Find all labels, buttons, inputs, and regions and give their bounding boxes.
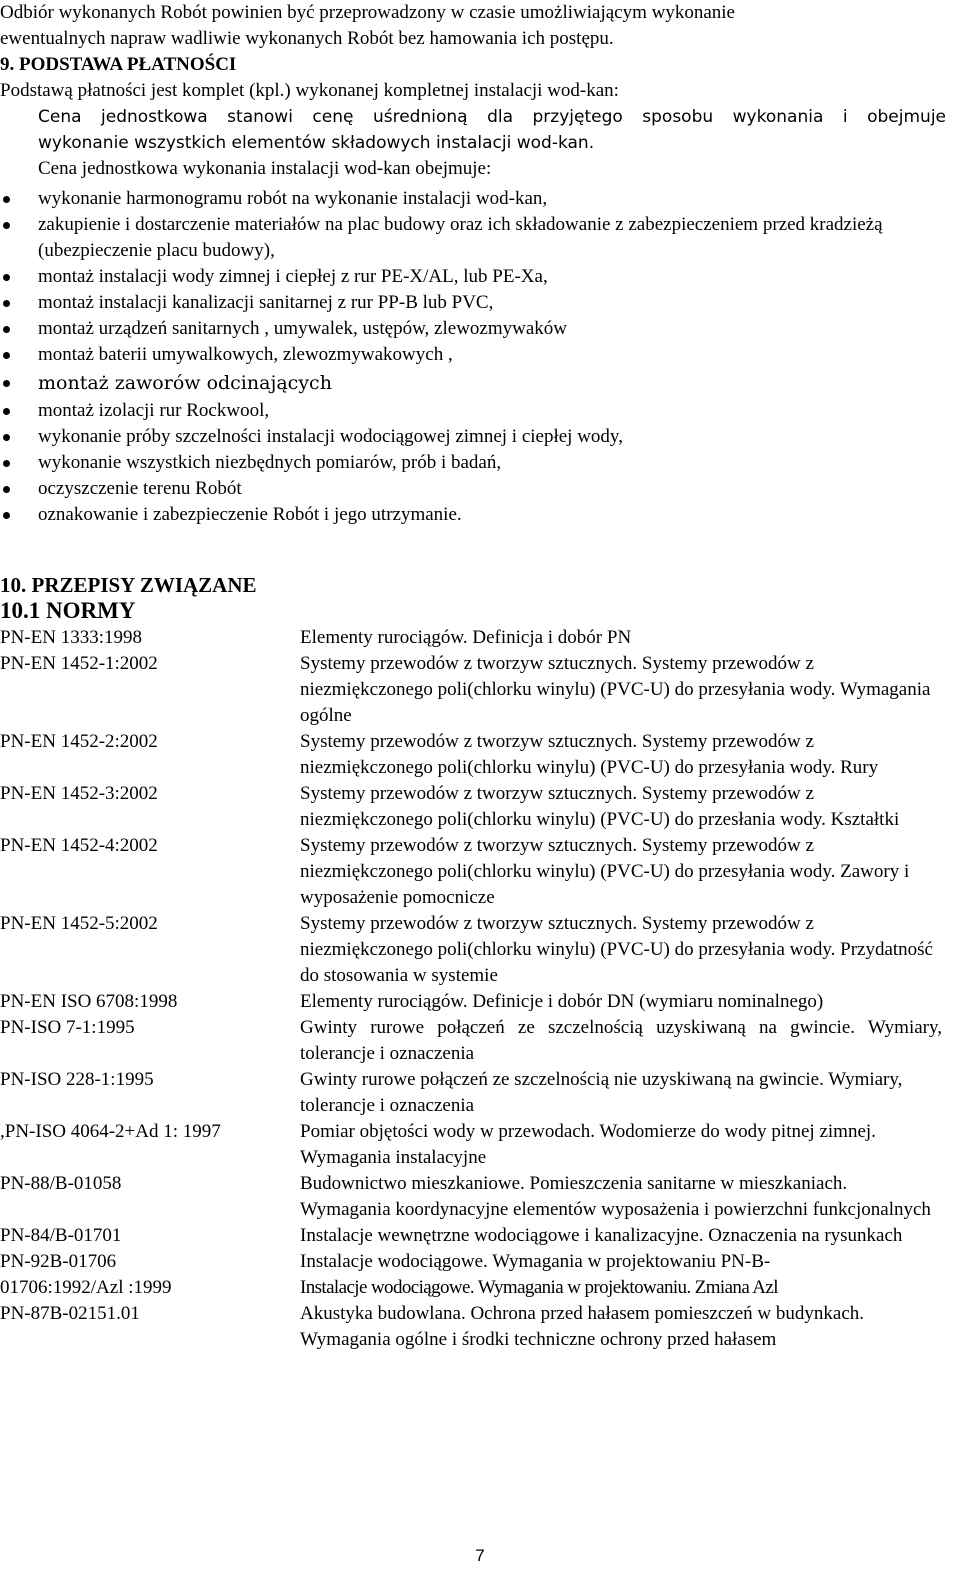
bullet-icon [3, 486, 10, 493]
norm-code: PN-ISO 7-1:1995 [0, 1017, 135, 1038]
bullet-icon [3, 460, 10, 467]
table-row [0, 833, 960, 911]
norm-description: Instalacje wewnętrzne wodociągowe i kanalizacyjne. Oznaczenia na rysunkach [300, 1225, 903, 1246]
norm-description: Instalacje wodociągowe. Wymagania w projektowaniu PN-B- [300, 1251, 771, 1272]
intro-line-2: ewentualnych napraw wadliwie wykonanych Robót bez hamowania ich postępu. [0, 28, 614, 49]
norm-description: Systemy przewodów z tworzyw sztucznych. Systemy przewodów z niezmiękczonego poli(chlorku winylu) (PVC-U) do przesyłania wody. Wymagania ogólne [300, 653, 931, 726]
list-item: oczyszczenie terenu Robót [0, 476, 960, 502]
norm-code: ,PN-ISO 4064-2+Ad 1: 1997 [0, 1121, 221, 1142]
table-row [0, 1223, 960, 1249]
norm-description: Akustyka budowlana. Ochrona przed hałasem pomieszczeń w budynkach. Wymagania ogólne i środki techniczne ochrony przed hałasem [300, 1303, 865, 1350]
bullet-icon [3, 512, 10, 519]
table-row [0, 1015, 960, 1067]
price-items-list [0, 186, 960, 528]
list-item: montaż urządzeń sanitarnych , umywalek, ustępów, zlewozmywaków [0, 316, 960, 342]
price-line-1: Cena jednostkowa stanowi cenę uśrednioną dla przyjętego sposobu wykonania i obejmuje [38, 107, 946, 127]
norm-code: PN-88/B-01058 [0, 1173, 122, 1194]
norm-description: Systemy przewodów z tworzyw sztucznych. Systemy przewodów z niezmiękczonego poli(chlorku winylu) (PVC-U) do przesyłania wody. Zawory i wyposażenie pomocnicze [300, 835, 910, 908]
table-row [0, 1249, 960, 1275]
table-row [0, 989, 960, 1015]
bullet-icon [3, 300, 10, 307]
norm-code: PN-EN ISO 6708:1998 [0, 991, 178, 1012]
norm-description: Gwinty rurowe połączeń ze szczelnością uzyskiwaną na gwincie. Wymiary, tolerancje i oznaczenia [300, 1017, 942, 1064]
norm-code: PN-87B-02151.01 [0, 1303, 140, 1324]
norm-description: Systemy przewodów z tworzyw sztucznych. Systemy przewodów z niezmiękczonego poli(chlorku winylu) (PVC-U) do przesyłania wody. Rury [300, 731, 879, 778]
list-item: oznakowanie i zabezpieczenie Robót i jego utrzymanie. [0, 502, 960, 528]
payment-basis: Podstawą płatności jest komplet (kpl.) wykonanej kompletnej instalacji wod-kan: [0, 80, 619, 101]
list-item: wykonanie wszystkich niezbędnych pomiarów, prób i badań, [0, 450, 960, 476]
norm-code: PN-ISO 228-1:1995 [0, 1069, 154, 1090]
bullet-icon [3, 380, 10, 387]
table-row [0, 1119, 960, 1171]
price-line-2: wykonanie wszystkich elementów składowych instalacji wod-kan. [38, 133, 595, 153]
bullet-icon [3, 274, 10, 281]
norm-code: 01706:1992/Azl :1999 [0, 1277, 172, 1298]
list-item: montaż instalacji kanalizacji sanitarnej z rur PP-B lub PVC, [0, 290, 960, 316]
norm-description: Systemy przewodów z tworzyw sztucznych. Systemy przewodów z niezmiękczonego poli(chlorku winylu) (PVC-U) do przesyłania wody. Przydatność do stosowania w systemie [300, 913, 933, 986]
table-row [0, 625, 960, 651]
norm-code: PN-84/B-01701 [0, 1225, 122, 1246]
norm-code: PN-92B-01706 [0, 1251, 117, 1272]
bullet-icon [3, 196, 10, 203]
bullet-icon [3, 222, 10, 229]
norm-description: Elementy rurociągów. Definicje i dobór DN (wymiaru nominalnego) [300, 991, 824, 1012]
norm-code: PN-EN 1333:1998 [0, 627, 142, 648]
table-row [0, 911, 960, 989]
list-item: wykonanie próby szczelności instalacji wodociągowej zimnej i ciepłej wody, [0, 424, 960, 450]
table-row [0, 1301, 960, 1353]
norm-description: Instalacje wodociągowe. Wymagania w projektowaniu. Zmiana Azl [300, 1277, 778, 1298]
norm-description: Gwinty rurowe połączeń ze szczelnością nie uzyskiwaną na gwincie. Wymiary, tolerancje i oznaczenia [300, 1069, 903, 1116]
bullet-icon [3, 408, 10, 415]
section-10-heading: 10. PRZEPISY ZWIĄZANE [0, 573, 257, 597]
table-row [0, 729, 960, 781]
norm-code: PN-EN 1452-2:2002 [0, 731, 158, 752]
bullet-icon [3, 326, 10, 333]
bullet-icon [3, 352, 10, 359]
table-row [0, 1275, 960, 1301]
norm-code: PN-EN 1452-1:2002 [0, 653, 158, 674]
table-row [0, 651, 960, 729]
norms-table [0, 625, 960, 1353]
table-row [0, 781, 960, 833]
norm-code: PN-EN 1452-5:2002 [0, 913, 158, 934]
price-includes: Cena jednostkowa wykonania instalacji wod-kan obejmuje: [38, 158, 492, 179]
list-item: montaż baterii umywalkowych, zlewozmywakowych , [0, 342, 960, 368]
list-item: montaż instalacji wody zimnej i ciepłej z rur PE-X/AL, lub PE-Xa, [0, 264, 960, 290]
list-item: montaż zaworów odcinających [0, 368, 960, 398]
intro-line-1: Odbiór wykonanych Robót powinien być przeprowadzony w czasie umożliwiającym wykonanie [0, 2, 735, 23]
norm-code: PN-EN 1452-4:2002 [0, 835, 158, 856]
norm-description: Systemy przewodów z tworzyw sztucznych. Systemy przewodów z niezmiękczonego poli(chlorku winylu) (PVC-U) do przesłania wody. Kształtki [300, 783, 900, 830]
norm-description: Elementy rurociągów. Definicja i dobór PN [300, 627, 632, 648]
page-number: 7 [475, 1546, 485, 1565]
list-item: montaż izolacji rur Rockwool, [0, 398, 960, 424]
list-item: zakupienie i dostarczenie materiałów na plac budowy oraz ich składowanie z zabezpieczeniem przed kradzieżą (ubezpieczenie placu budowy), [0, 212, 960, 264]
list-item: wykonanie harmonogramu robót na wykonanie instalacji wod-kan, [0, 186, 960, 212]
norm-description: Budownictwo mieszkaniowe. Pomieszczenia sanitarne w mieszkaniach. Wymagania koordynacyjne elementów wyposażenia i powierzchni funkcjonalnych [300, 1173, 931, 1220]
norm-code: PN-EN 1452-3:2002 [0, 783, 158, 804]
table-row [0, 1067, 960, 1119]
section-10-1-heading: 10.1 NORMY [0, 598, 136, 623]
norm-description: Pomiar objętości wody w przewodach. Wodomierze do wody pitnej zimnej. Wymagania instalacyjne [300, 1121, 876, 1168]
bullet-icon [3, 434, 10, 441]
table-row [0, 1171, 960, 1223]
section-9-heading: 9. PODSTAWA PŁATNOŚCI [0, 54, 237, 75]
